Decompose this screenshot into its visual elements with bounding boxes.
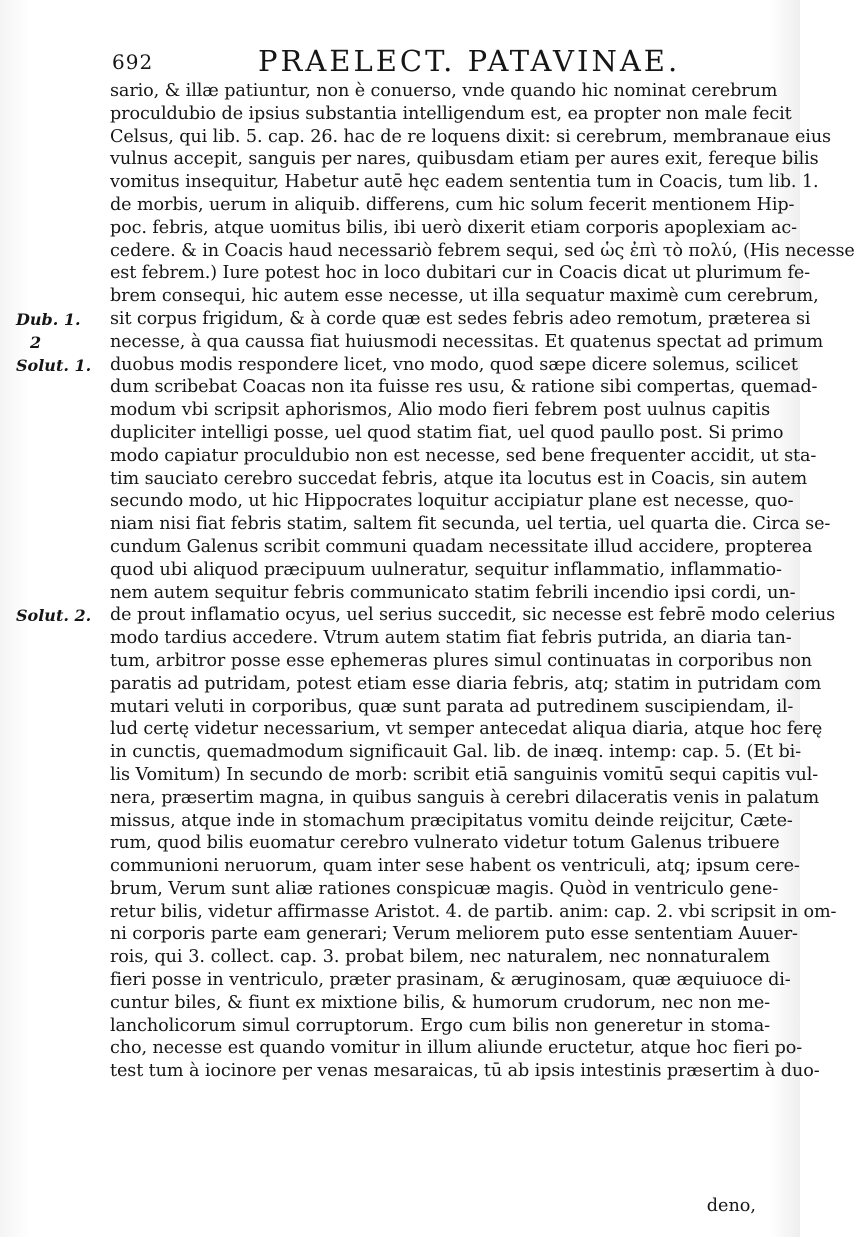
text-line: mutari veluti in corporibus, quæ sunt parata ad putredinem suscipiendam, il- (110, 696, 794, 717)
text-line: retur bilis, videtur affirmasse Aristot. 4. de partib. anim: cap. 2. vbi scripsit in om- (110, 901, 837, 922)
text-line: fieri posse in ventriculo, præter prasinam, & æruginosam, quæ æquiuoce di- (110, 970, 791, 991)
text-line: modo tardius accedere. Vtrum autem statim fiat febris putrida, an diaria tan- (110, 628, 792, 649)
running-head: PRAELECT. PATAVINAE. (258, 44, 681, 78)
margin-note: 2 (30, 332, 42, 352)
text-line: cuntur biles, & fiunt ex mixtione bilis, & humorum crudorum, nec non me- (110, 992, 770, 1013)
margin-note: Dub. 1. (16, 310, 81, 329)
text-line: paratis ad putridam, potest etiam esse diaria febris, atq; statim in putridam com (110, 673, 822, 694)
text-line: ni corporis parte eam generari; Verum meliorem puto esse sententiam Auuer- (110, 924, 798, 945)
margin-note: Solut. 1. (16, 355, 92, 375)
text-line: brum, Verum sunt aliæ rationes conspicuæ magis. Quòd in ventriculo gene- (110, 878, 779, 899)
text-line: duobus modis respondere licet, vno modo, quod sæpe dicere solemus, scilicet (110, 354, 798, 375)
text-line: lis Vomitum) In secundo de morb: scribit etiā sanguinis vomitū sequi capitis vul- (110, 764, 819, 785)
text-line: dum scribebat Coacas non ita fuisse res usu, & ratione sibi compertas, quemad- (110, 377, 818, 398)
text-line: nera, præsertim magna, in quibus sanguis à cerebri dilaceratis venis in palatum (110, 787, 820, 808)
text-line: vulnus accepit, sanguis per nares, quibusdam etiam per aures exit, fereque bilis (110, 149, 819, 170)
text-line: cedere. & in Coacis haud necessariò febrem sequi, sed ὡς ἐπὶ τὸ πολύ, (His necesse (110, 240, 855, 261)
text-line: in cunctis, quemadmodum significauit Gal. lib. de inæq. intemp: cap. 5. (Et bi- (110, 742, 802, 763)
page-header (108, 44, 748, 80)
text-line: quod ubi aliquod præcipuum uulneratur, sequitur inflammatio, inflammatio- (110, 559, 782, 580)
text-line: de morbis, uerum in aliquib. differens, cum hic solum fecerit mentionem Hip- (110, 194, 795, 215)
text-line: de prout inflamatio ocyus, uel serius succedit, sic necesse est febrē modo celerius (110, 605, 836, 626)
text-line: necesse, à qua caussa fiat huiusmodi necessitas. Et quatenus spectat ad primum (110, 331, 824, 352)
bleed-through-mark (720, 690, 724, 706)
text-line: poc. febris, atque uomitus bilis, ibi uerò dixerit etiam corporis apoplexiam ac- (110, 217, 797, 238)
text-line: rum, quod bilis euomatur cerebro vulnerato videtur totum Galenus tribuere (110, 833, 780, 854)
margin-note: Solut. 2. (16, 606, 92, 626)
text-line: cundum Galenus scribit communi quadam necessitate illud accidere, propterea (110, 536, 813, 557)
text-line: tum, arbitror posse esse ephemeras plures simul continuatas in corporibus non (110, 650, 812, 671)
text-line: brem consequi, hic autem esse necesse, ut illa sequatur maximè cum cerebrum, (110, 286, 819, 307)
text-line: proculdubio de ipsius substantia intelligendum est, ea propter non male fecit (110, 103, 792, 124)
text-line: est febrem.) Iure potest hoc in loco dubitari cur in Coacis dicat ut plurimum fe- (110, 263, 811, 284)
text-line: sit corpus frigidum, & à corde quæ est sedes febris adeo remotum, præterea si (110, 308, 811, 329)
page-number: 692 (112, 50, 154, 74)
text-line: communioni neruorum, quam inter sese habent os ventriculi, atq; ipsum cere- (110, 856, 800, 877)
text-line: nem autem sequitur febris communicato statim febrili incendio ipsi cordi, un- (110, 582, 796, 603)
text-line: missus, atque inde in stomachum præcipitatus vomitu deinde reijcitur, Cæte- (110, 810, 793, 831)
text-line: cho, necesse est quando vomitur in illum aliunde eructetur, atque hoc fieri po- (110, 1038, 803, 1059)
text-line: rois, qui 3. collect. cap. 3. probat bilem, nec naturalem, nec nonnaturalem (110, 947, 770, 968)
text-line: vomitus insequitur, Habetur autē hęc eadem sententia tum in Coacis, tum lib. 1. (110, 172, 819, 193)
text-line: lud certę videtur necessarium, vt semper antecedat aliqua diaria, atque hoc ferę (110, 719, 823, 740)
text-line: dupliciter intelligi posse, uel quod statim fiat, uel quod paullo post. Si primo (110, 422, 784, 443)
text-line: niam nisi fiat febris statim, saltem fit secunda, uel tertia, uel quarta die. Circa se- (110, 514, 831, 535)
text-line: tim sauciato cerebro succedat febris, atque ita locutus est in Coacis, sin autem (110, 468, 808, 489)
body-text (110, 80, 855, 1083)
text-line: test tum à iocinore per venas mesaraicas, tū ab ipsis intestinis præsertim à duo- (110, 1061, 820, 1082)
text-line: modo capiatur proculdubio non est necesse, sed bene frequenter accidit, ut sta- (110, 445, 817, 466)
text-line: modum vbi scripsit aphorismos, Alio modo fieri febrem post uulnus capitis (110, 400, 770, 421)
catchword: deno, (706, 1196, 756, 1216)
text-line: sario, & illæ patiuntur, non è conuerso, vnde quando hic nominat cerebrum (110, 81, 778, 101)
text-line: lancholicorum simul corruptorum. Ergo cum bilis non generetur in stoma- (110, 1015, 770, 1036)
text-line: secundo modo, ut hic Hippocrates loquitur accipiatur plane est necesse, quo- (110, 491, 794, 512)
text-line: Celsus, qui lib. 5. cap. 26. hac de re loquens dixit: si cerebrum, membranaue eius (110, 126, 831, 147)
